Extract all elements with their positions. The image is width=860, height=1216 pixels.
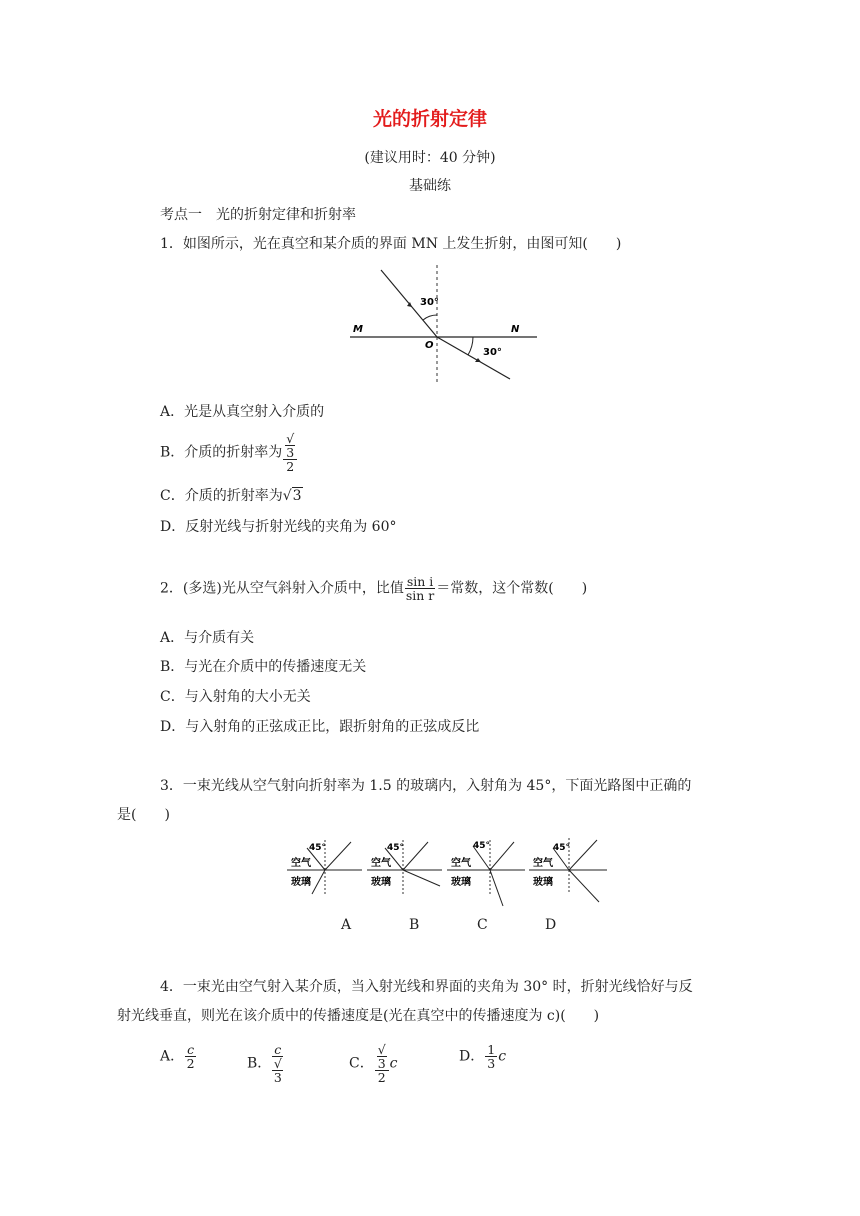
q4-option-d: D． $\frac{1}{3}$ c bbox=[459, 1042, 507, 1072]
q3-diagram-a bbox=[287, 840, 362, 894]
q2-option-d: D．与入射角的正弦成正比，跟折射角的正弦成反比 bbox=[160, 719, 480, 735]
section-heading: 基础练 bbox=[409, 178, 451, 194]
q3-air-c: 空气 bbox=[451, 858, 471, 869]
q3-glass-d: 玻璃 bbox=[533, 877, 553, 888]
angle-label-bottom: 30° bbox=[483, 347, 502, 358]
label-M: M bbox=[353, 324, 363, 335]
q3-glass-b: 玻璃 bbox=[371, 877, 391, 888]
q1-option-c: C．介质的折射率为√3 bbox=[160, 488, 302, 504]
q3-diagram-c bbox=[447, 840, 525, 906]
q3-label-d: D bbox=[545, 917, 557, 933]
q4-option-a: A． $\frac{c}{2}$ bbox=[160, 1042, 195, 1072]
q3-air-d: 空气 bbox=[533, 858, 553, 869]
time-hint: (建议用时：40 分钟) bbox=[364, 150, 496, 166]
q3-angle-b: 45° bbox=[387, 843, 405, 853]
q1-refraction-diagram bbox=[345, 262, 545, 387]
q3-glass-c: 玻璃 bbox=[451, 877, 471, 888]
q3-stem-line2: 是( ) bbox=[117, 807, 170, 823]
q3-glass-a: 玻璃 bbox=[291, 877, 311, 888]
label-N: N bbox=[511, 324, 520, 335]
q1-option-a: A．光是从真空射入介质的 bbox=[160, 404, 325, 420]
q2-option-b: B．与光在介质中的传播速度无关 bbox=[160, 659, 367, 675]
q4-option-b: B． c √ 3 bbox=[247, 1042, 282, 1086]
q3-label-b: B bbox=[409, 917, 420, 933]
q3-stem-line1: 3．一束光线从空气射向折射率为 1.5 的玻璃内，入射角为 45°，下面光路图中正确的 bbox=[160, 778, 692, 794]
q2-option-c: C．与入射角的大小无关 bbox=[160, 689, 311, 705]
q3-label-a: A bbox=[341, 917, 352, 933]
q4-stem-line2: 射光线垂直，则光在该介质中的传播速度是(光在真空中的传播速度为 c)( ) bbox=[117, 1008, 600, 1024]
q3-angle-a: 45° bbox=[309, 843, 327, 853]
page-title: 光的折射定律 bbox=[372, 108, 487, 130]
q3-air-a: 空气 bbox=[291, 858, 311, 869]
q3-diagram-b bbox=[367, 840, 442, 894]
q3-options-diagrams bbox=[285, 834, 615, 934]
q2-stem: 2．(多选)光从空气斜射入介质中，比值 $\frac{\text{sin i}}{\text{sin r}}$ ＝常数，这个常数( ) bbox=[160, 574, 588, 604]
q3-angle-d: 45° bbox=[553, 843, 571, 853]
topic-heading: 考点一 光的折射定律和折射率 bbox=[160, 207, 356, 223]
angle-label-top: 30° bbox=[420, 297, 439, 308]
label-O: O bbox=[425, 340, 434, 351]
q3-air-b: 空气 bbox=[371, 858, 391, 869]
q3-label-c: C bbox=[477, 917, 488, 933]
q1-option-b: B．介质的折射率为 √ 3 2 bbox=[160, 432, 298, 473]
q1-option-d: D．反射光线与折射光线的夹角为 60° bbox=[160, 519, 397, 535]
q4-option-c: C． √ 3 2 c bbox=[349, 1042, 398, 1086]
q4-stem-line1: 4．一束光由空气射入某介质，当入射光线和界面的夹角为 30° 时，折射光线恰好与反 bbox=[160, 979, 693, 995]
q3-angle-c: 45° bbox=[473, 841, 491, 851]
q1-stem: 1．如图所示，光在真空和某介质的界面 MN 上发生折射，由图可知( ) bbox=[160, 236, 622, 252]
q2-option-a: A．与介质有关 bbox=[160, 630, 255, 646]
q3-diagram-d bbox=[529, 838, 607, 902]
